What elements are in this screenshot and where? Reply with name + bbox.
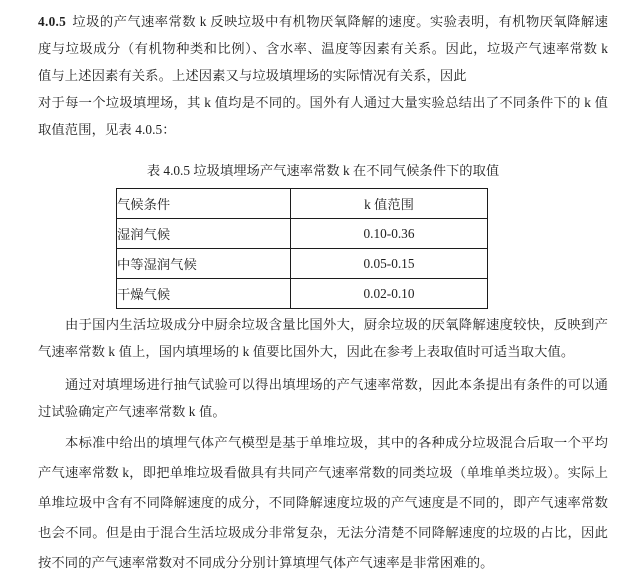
- paragraph-line: 产气速率常数 k，即把单堆垃圾看做具有共同产气速率常数的同类垃圾（单堆单类垃圾）。实际上: [38, 465, 608, 480]
- table-caption: 表 4.0.5 垃圾填埋场产气速率常数 k 在不同气候条件下的取值: [146, 163, 500, 178]
- clause-paragraph: [38, 8, 608, 143]
- paragraph-domestic-k: [38, 311, 608, 365]
- paragraph-line: 也会不同。但是由于混合生活垃圾成分非常复杂，无法分清楚不同降解速度的垃圾的占比，因此: [38, 525, 608, 540]
- climate-cell: 湿润气候: [117, 219, 291, 249]
- paragraph-line: 通过对填埋场进行抽气试验可以得出填埋场的产气速率常数，因此本条提出有条件的可以通: [65, 377, 608, 392]
- header-cell-climate: 气候条件: [117, 189, 291, 219]
- clause-line: 度与垃圾成分（有机物种类和比例）、含水率、温度等因素有关系。因此，垃圾产气速率常数 k: [38, 41, 608, 56]
- k-range-cell: 0.10-0.36: [291, 219, 488, 249]
- paragraph-line: 按不同的产气速率常数对不同成分分别计算填埋气体产气速率是非常困难的。: [38, 555, 494, 570]
- clause-line: [38, 8, 608, 35]
- clause-number: 4.0.5: [38, 14, 67, 29]
- table-row: [117, 249, 488, 279]
- clause-line: 值与上述因素有关系。上述因素又与垃圾填埋场的实际情况有关系，因此: [38, 68, 467, 83]
- table-row: [117, 279, 488, 309]
- paragraph-line: 单堆垃圾中含有不同降解速度的成分，不同降解速度垃圾的产气速度是不同的，即产气速率常数: [38, 495, 608, 510]
- climate-cell: 干燥气候: [117, 279, 291, 309]
- header-cell-k-range: k 值范围: [291, 189, 488, 219]
- paragraph-line: 由于国内生活垃圾成分中厨余垃圾含量比国外大，厨余垃圾的厌氧降解速度较快，反映到产: [65, 317, 608, 332]
- clause-line: 对于每一个垃圾填埋场，其 k 值均是不同的。国外有人通过大量实验总结出了不同条件下的 k 值: [38, 95, 608, 110]
- paragraph-gas-model: [38, 428, 608, 578]
- k-range-cell: 0.02-0.10: [291, 279, 488, 309]
- paragraph-line: 气速率常数 k 值上，国内填埋场的 k 值要比国外大，因此在参考上表取值时可适当取大值。: [38, 344, 575, 359]
- paragraph-line: 过试验确定产气速率常数 k 值。: [38, 404, 226, 419]
- clause-line: 取值范围，见表 4.0.5：: [38, 122, 176, 137]
- clause-text: 垃圾的产气速率常数 k 反映垃圾中有机物厌氧降解的速度。实验表明，有机物厌氧降解速: [72, 14, 608, 29]
- k-value-table: [116, 188, 488, 309]
- paragraph-line: 本标准中给出的填埋气体产气模型是基于单堆垃圾，其中的各种成分垃圾混合后取一个平均: [65, 435, 608, 450]
- table-header-row: [117, 189, 488, 219]
- paragraph-pumping-test: [38, 371, 608, 425]
- table-row: [117, 219, 488, 249]
- k-range-cell: 0.05-0.15: [291, 249, 488, 279]
- climate-cell: 中等湿润气候: [117, 249, 291, 279]
